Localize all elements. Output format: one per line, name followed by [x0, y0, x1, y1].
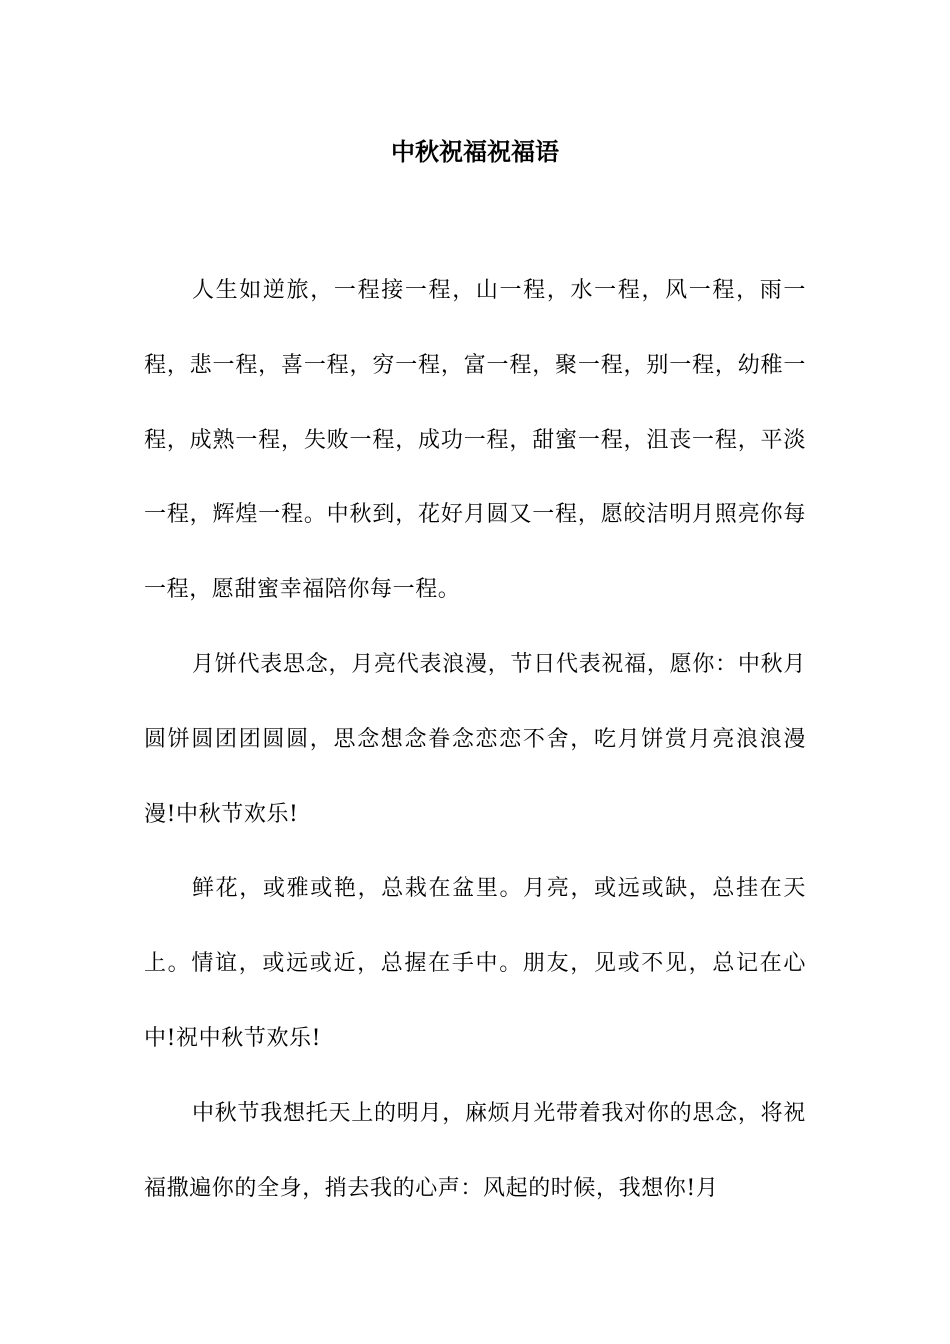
paragraph: 人生如逆旅，一程接一程，山一程，水一程，风一程，雨一程，悲一程，喜一程，穷一程，富一程，聚一程，别一程，幼稚一程，成熟一程，失败一程，成功一程，甜蜜一程，沮丧一程，平淡一程，辉煌一程。中秋到，花好月圆又一程，愿皎洁明月照亮你每一程，愿甜蜜幸福陪你每一程。 — [144, 278, 806, 603]
paragraph: 月饼代表思念，月亮代表浪漫，节日代表祝福，愿你：中秋月圆饼圆团团圆圆，思念想念眷念恋恋不舍，吃月饼赏月亮浪浪漫漫!中秋节欢乐! — [144, 651, 806, 827]
document-title: 中秋祝福祝福语 — [391, 137, 559, 166]
document-body — [144, 254, 806, 1226]
paragraph: 中秋节我想托天上的明月，麻烦月光带着我对你的思念，将祝福撒遍你的全身，捎去我的心声：风起的时候，我想你!月 — [144, 1100, 806, 1201]
paragraph: 鲜花，或雅或艳，总栽在盆里。月亮，或远或缺，总挂在天上。情谊，或远或近，总握在手中。朋友，见或不见，总记在心中!祝中秋节欢乐! — [144, 876, 806, 1051]
